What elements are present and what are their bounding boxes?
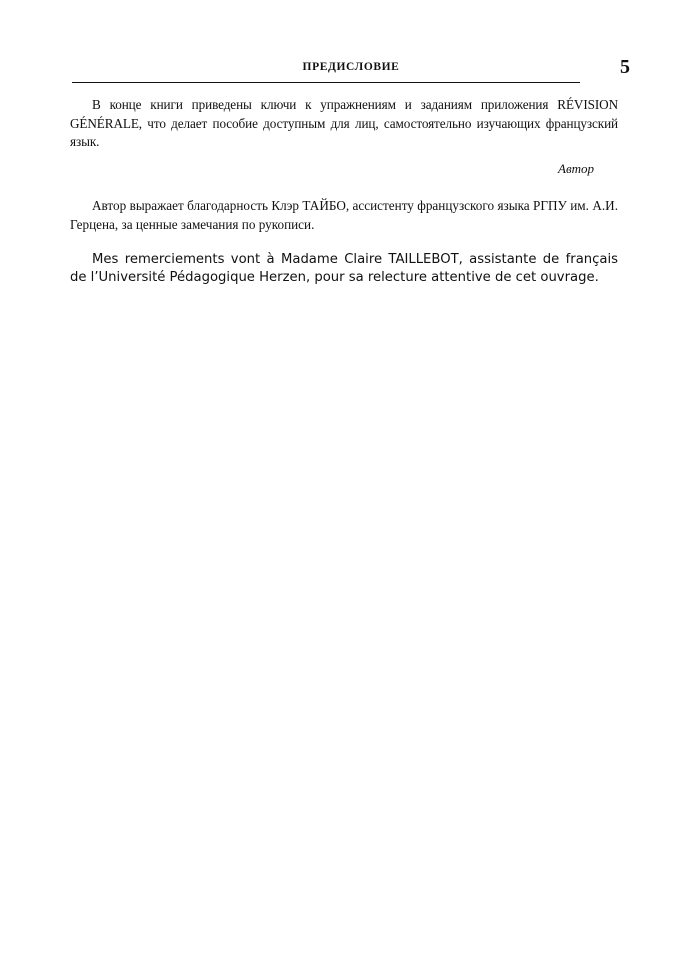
author-signature: Автор [558, 161, 594, 177]
page-header [72, 56, 630, 90]
header-divider [72, 82, 580, 83]
page-number: 5 [620, 56, 630, 78]
spacer [70, 235, 618, 251]
paragraph-intro: В конце книги приведены ключи к упражнениям и заданиям приложения RÉVISION GÉNÉRALE, что делает пособие доступным для лиц, самостоятельно изучающих французский язык. [70, 97, 618, 150]
page-content [70, 96, 618, 288]
header-title: ПРЕДИСЛОВИЕ [302, 61, 400, 73]
paragraph-acknowledgement-ru: Автор выражает благодарность Клэр ТАЙБО, ассистенту французского языка РГПУ им. А.И. Герцена, за ценные замечания по рукописи. [70, 198, 618, 232]
paragraph-acknowledgement-fr: Mes remerciements vont à Madame Claire TAILLEBOT, assistante de français de l’Université Pédagogique Herzen, pour sa relecture attentive de cet ouvrage. [70, 251, 618, 286]
spacer [70, 177, 618, 197]
